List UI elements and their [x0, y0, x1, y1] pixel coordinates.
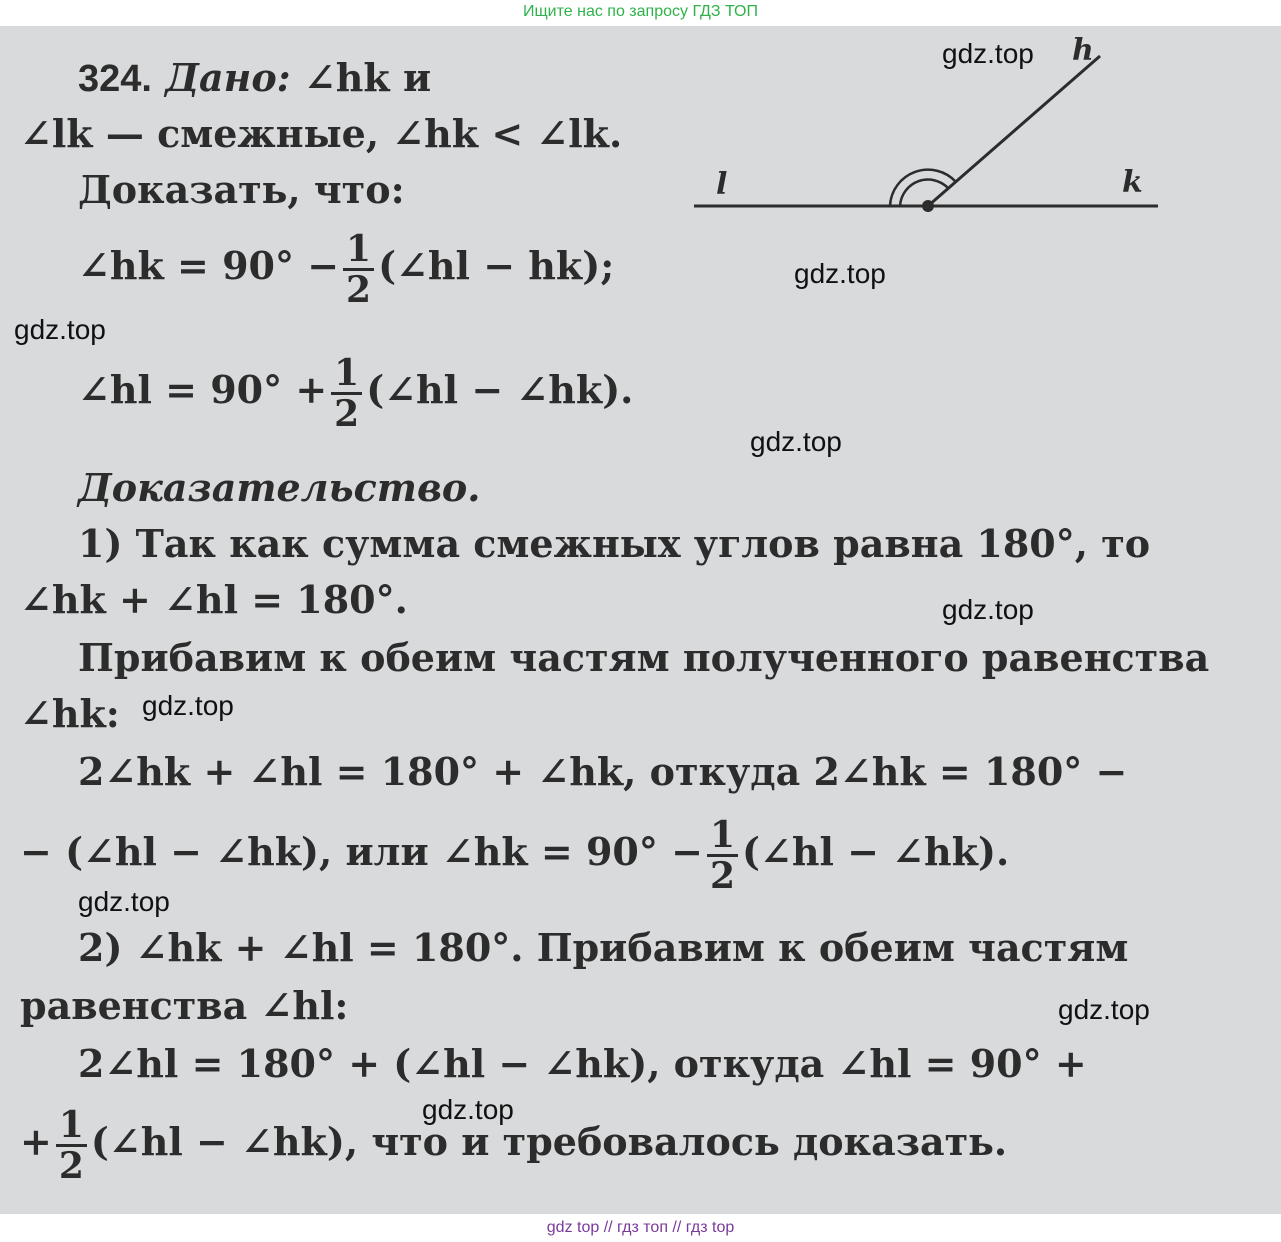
watermark: gdz.top: [14, 314, 106, 345]
proof-line-6: − (∠hl − ∠hk), или ∠hk = 90° − $\frac{1}{2}$ (∠hl − ∠hk).: [20, 814, 1010, 897]
fraction-half: $\frac{1}{2}$: [707, 816, 738, 895]
proof-line-3: Прибавим к обеим частям полученного равенства: [78, 635, 1210, 680]
watermark: gdz.top: [794, 258, 886, 289]
formula-2: ∠hl = 90° + $\frac{1}{2}$ (∠hl − ∠hk).: [78, 352, 634, 435]
given-line-2: ∠lk — смежные, ∠hk < ∠lk.: [20, 111, 623, 156]
fraction-half: $\frac{1}{2}$: [343, 230, 374, 309]
watermark: gdz.top: [142, 690, 234, 721]
proof-line-8: равенства ∠hl:: [20, 983, 349, 1028]
fraction-half: $\frac{1}{2}$: [331, 354, 362, 433]
bottom-banner: gdz top // гдз топ // гдз top: [546, 1219, 735, 1236]
ray-h: [928, 56, 1100, 206]
vertex-point: [922, 200, 934, 212]
watermark: gdz.top: [422, 1094, 514, 1125]
problem-number: 324.: [78, 58, 152, 100]
label-k: k: [1122, 165, 1143, 200]
proof-line-9: 2∠hl = 180° + (∠hl − ∠hk), откуда ∠hl = 90° +: [78, 1041, 1087, 1086]
fraction-half: $\frac{1}{2}$: [56, 1106, 87, 1185]
watermark: gdz.top: [750, 426, 842, 457]
proof-line-4: ∠hk:: [20, 691, 120, 736]
proof-line-5: 2∠hk + ∠hl = 180° + ∠hk, откуда 2∠hk = 180° −: [78, 749, 1128, 794]
label-h: h: [1072, 33, 1094, 68]
watermark: gdz.top: [942, 38, 1034, 69]
proof-label: Доказательство.: [78, 465, 481, 510]
proof-line-1: 1) Так как сумма смежных углов равна 180°, то: [78, 521, 1151, 566]
textbook-page: [0, 26, 1281, 1214]
proof-line-2: ∠hk + ∠hl = 180°.: [20, 577, 408, 622]
proof-line-7: 2) ∠hk + ∠hl = 180°. Прибавим к обеим частям: [78, 925, 1129, 970]
watermark: gdz.top: [78, 886, 170, 917]
angle-figure: [680, 26, 1180, 226]
top-banner: Ищите нас по запросу ГДЗ ТОП: [523, 3, 758, 20]
proof-line-10: + $\frac{1}{2}$ (∠hl − ∠hk), что и требовалось доказать.: [20, 1104, 1008, 1187]
label-l: l: [716, 167, 728, 202]
formula-1: ∠hk = 90° − $\frac{1}{2}$ (∠hl − hk);: [78, 228, 615, 311]
given-label: Дано:: [165, 55, 291, 100]
watermark: gdz.top: [942, 594, 1034, 625]
prove-label: Доказать, что:: [78, 167, 405, 212]
watermark: gdz.top: [1058, 994, 1150, 1025]
given-line-1: [78, 56, 431, 101]
given-text-1: ∠hk и: [303, 55, 432, 100]
